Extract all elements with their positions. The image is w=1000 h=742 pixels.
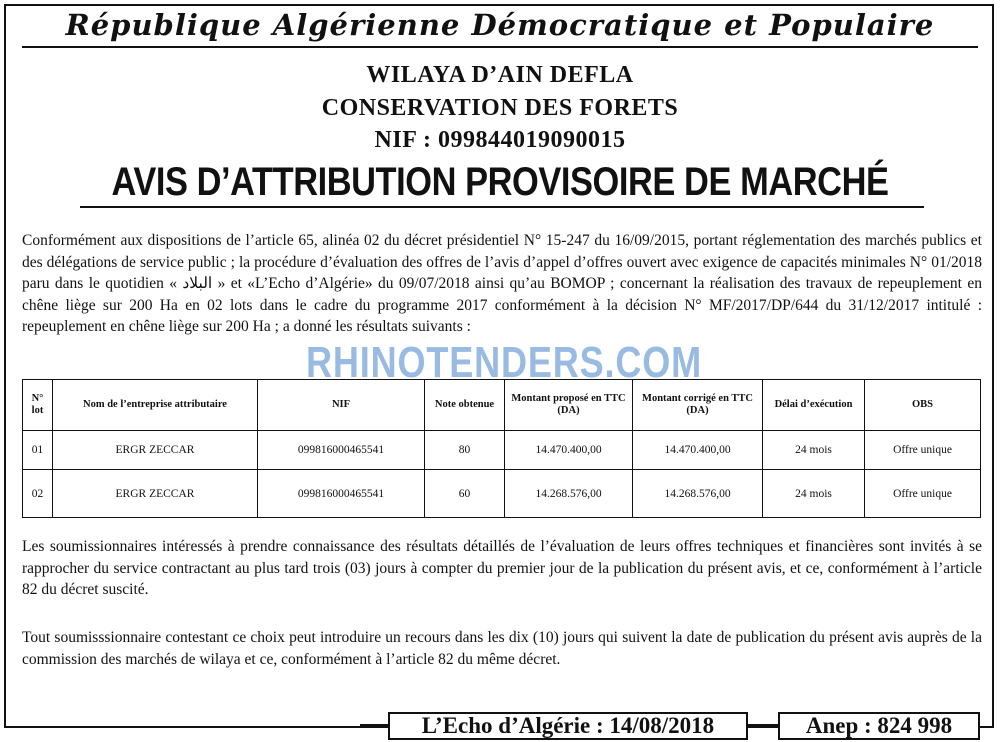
wilaya-heading: WILAYA D’AIN DEFLA xyxy=(366,62,634,88)
nif-heading: NIF : 099844019090015 xyxy=(374,127,626,153)
header-corrected: Montant corrigé en TTC (DA) xyxy=(633,380,763,431)
header-company: Nom de l’entreprise attributaire xyxy=(53,380,258,431)
cell-lot: 01 xyxy=(23,431,53,470)
cell-company: ERGR ZECCAR xyxy=(53,431,258,470)
intro-paragraph: Conformément aux dispositions de l’article 65, alinéa 02 du décret présidentiel N° 15-247 du 16/09/2015, portant réglementation des marchés publics et des délégations de service public ; la procédure d’évaluation des offres de l’avis d’appel d’offres ouvert avec exigence de capacités minimales N° 01/2018 paru dans le quotidien « البلاد » et «L’Echo d’Algérie» du 09/07/2018 ainsi qu’au BOMOP ; concernant la réalisation des travaux de repeuplement en chêne liège sur 200 Ha en 02 lots dans le cadre du programme 2017 conformément à la décision N° MF/2017/DP/644 du 31/12/2017 intitulé : repeuplement en chêne liège sur 200 Ha ; a donné les résultats suivants : xyxy=(22,232,982,335)
header-lot: N° lot xyxy=(23,380,53,431)
cell-company: ERGR ZECCAR xyxy=(53,470,258,518)
cell-note: 80 xyxy=(425,431,505,470)
cell-obs: Offre unique xyxy=(865,470,981,518)
notice-title: AVIS D’ATTRIBUTION PROVISOIRE DE MARCHÉ xyxy=(111,160,889,204)
appeal-paragraph: Tout soumisssionnaire contestant ce choix peut introduire un recours dans les dix (10) jours qui suivent la date de publication du présent avis auprès de la commission des marchés de wilaya et ce, conformément à l’article 82 du même décret. xyxy=(22,629,982,668)
anep-box: Anep : 824 998 xyxy=(778,712,980,740)
results-table xyxy=(22,379,981,518)
cell-lot: 02 xyxy=(23,470,53,518)
table-row xyxy=(23,470,981,518)
header-note: Note obtenue xyxy=(425,380,505,431)
table-row xyxy=(23,431,981,470)
cell-proposed: 14.470.400,00 xyxy=(505,431,633,470)
cell-nif: 099816000465541 xyxy=(258,431,425,470)
cell-corrected: 14.268.576,00 xyxy=(633,470,763,518)
cell-note: 60 xyxy=(425,470,505,518)
footer-rule-left xyxy=(360,724,388,726)
republic-heading: République Algérienne Démocratique et Populaire xyxy=(65,8,935,42)
cell-delay: 24 mois xyxy=(763,470,865,518)
cell-corrected: 14.470.400,00 xyxy=(633,431,763,470)
conservation-heading: CONSERVATION DES FORETS xyxy=(321,95,679,121)
header-proposed: Montant proposé en TTC (DA) xyxy=(505,380,633,431)
watermark: RHINOTENDERS.COM xyxy=(306,338,702,387)
footer-rule-middle xyxy=(748,724,778,726)
header-rule xyxy=(22,46,978,48)
cell-proposed: 14.268.576,00 xyxy=(505,470,633,518)
cell-delay: 24 mois xyxy=(763,431,865,470)
cell-nif: 099816000465541 xyxy=(258,470,425,518)
header-obs: OBS xyxy=(865,380,981,431)
header-delay: Délai d’exécution xyxy=(763,380,865,431)
publication-box: L’Echo d’Algérie : 14/08/2018 xyxy=(388,712,748,740)
header-nif: NIF xyxy=(258,380,425,431)
title-underline xyxy=(80,206,924,208)
cell-obs: Offre unique xyxy=(865,431,981,470)
results-paragraph: Les soumissionnaires intéressés à prendre connaissance des résultats détaillés de l’évaluation de leurs offres techniques et financières sont invités à se rapprocher du service contractant au plus tard trois (03) jours à compter du premier jour de la publication du présent avis, et ce, conformément à l’article 82 du décret suscité. xyxy=(22,538,982,598)
